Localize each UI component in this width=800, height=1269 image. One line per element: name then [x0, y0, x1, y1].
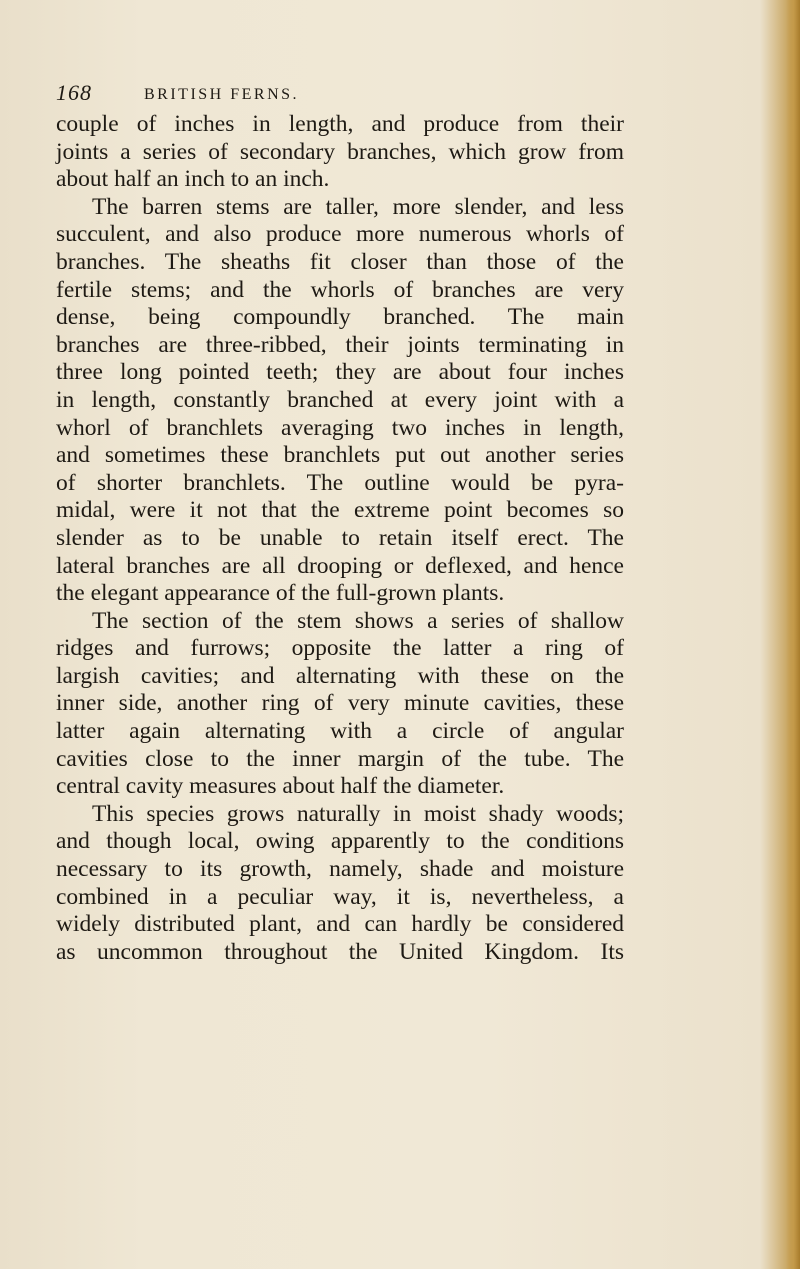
text-line: The section of the stem shows a series of shallow [92, 607, 624, 634]
text-line: inner side, another ring of very minute cavities, these [56, 690, 624, 717]
text-line: ridges and furrows; opposite the latter a ring of [56, 635, 624, 662]
text-line: and sometimes these branchlets put out another series [56, 442, 624, 469]
text-line: dense, being compoundly branched. The main [56, 304, 624, 331]
text-line: The barren stems are taller, more slender, and less [92, 193, 624, 220]
text-line: couple of inches in length, and produce from their [56, 111, 624, 137]
text-line: in length, constantly branched at every joint with a [56, 386, 624, 413]
text-line: central cavity measures about half the diameter. [56, 773, 505, 800]
text-line: of shorter branchlets. The outline would be pyra- [56, 469, 624, 496]
text-line: as uncommon throughout the United Kingdom. Its [56, 938, 624, 965]
text-line: largish cavities; and alternating with these on the [56, 662, 624, 689]
text-line: midal, were it not that the extreme point becomes so [56, 497, 624, 524]
text-line: necessary to its growth, namely, shade and moisture [56, 856, 624, 883]
page-number: 168 [56, 80, 92, 105]
text-line: about half an inch to an inch. [56, 166, 330, 193]
text-line: fertile stems; and the whorls of branches are very [56, 276, 624, 303]
page-header [56, 80, 616, 110]
text-line: three long pointed teeth; they are about four inches [56, 359, 624, 386]
text-line: whorl of branchlets averaging two inches in length, [56, 414, 624, 441]
text-line: joints a series of secondary branches, which grow from [56, 138, 624, 165]
text-line: combined in a peculiar way, it is, nevertheless, a [56, 883, 624, 910]
text-line: branches. The sheaths fit closer than those of the [56, 248, 624, 275]
text-line: succulent, and also produce more numerous whorls of [56, 221, 624, 248]
text-line: lateral branches are all drooping or deflexed, and hence [56, 552, 624, 579]
text-line: and though local, owing apparently to the conditions [56, 828, 624, 855]
text-line: This species grows naturally in moist shady woods; [92, 800, 624, 827]
body-text [56, 111, 624, 966]
text-line: latter again alternating with a circle of angular [56, 718, 624, 745]
text-line: branches are three-ribbed, their joints terminating in [56, 331, 624, 358]
text-line: the elegant appearance of the full-grown plants. [56, 580, 505, 607]
text-line: slender as to be unable to retain itself erect. The [56, 524, 624, 551]
page-edge [786, 0, 800, 1269]
running-title: BRITISH FERNS. [144, 86, 300, 103]
text-line: cavities close to the inner margin of the tube. The [56, 745, 624, 772]
text-line: widely distributed plant, and can hardly be considered [56, 911, 624, 938]
